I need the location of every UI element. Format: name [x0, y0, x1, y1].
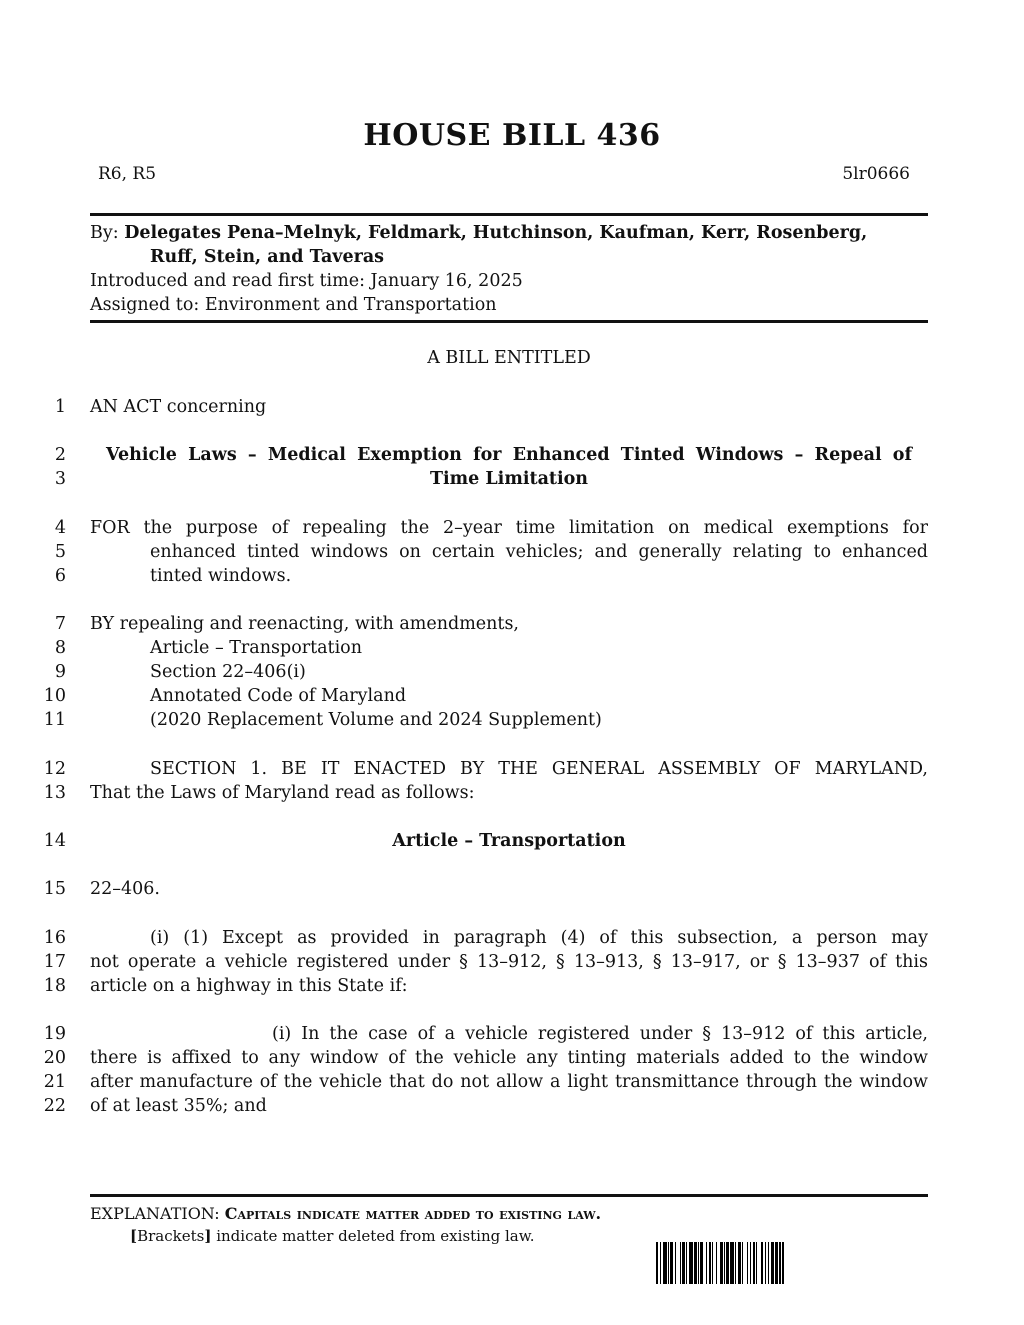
bill-subject-line-2: Time Limitation [429, 469, 589, 489]
bill-entitled: A BILL ENTITLED [427, 348, 591, 368]
act-concerning: AN ACT concerning [90, 397, 267, 417]
explanation-label: EXPLANATION: [90, 1204, 225, 1223]
barcode [656, 1242, 904, 1284]
line-number: 11 [43, 710, 66, 730]
assigned-line: Assigned to: Environment and Transportation [90, 295, 497, 315]
bill-title: HOUSE BILL 436 [363, 118, 661, 153]
introduced-line: Introduced and read first time: January 16, 2025 [90, 271, 523, 291]
purpose-line-2: enhanced tinted windows on certain vehicles; and generally relating to enhanced [150, 542, 928, 562]
item-i-line-4: of at least 35%; and [90, 1096, 267, 1116]
purpose-line-3: tinted windows. [150, 566, 292, 586]
by-repealing-line: BY repealing and reenacting, with amendments, [90, 614, 519, 634]
subsection-i-line-1: (i) (1) Except as provided in paragraph (4) of this subsection, a person may [150, 928, 928, 948]
line-number: 14 [43, 831, 66, 851]
line-number: 6 [54, 566, 66, 586]
line-number: 8 [54, 638, 66, 658]
purpose-line-1: FOR the purpose of repealing the 2–year time limitation on medical exemptions for [90, 518, 928, 538]
brackets-line [130, 1227, 535, 1245]
brackets-word: Brackets [137, 1227, 205, 1245]
explanation-line [90, 1204, 601, 1223]
header-top-rule [90, 213, 928, 216]
line-number: 16 [43, 928, 66, 948]
line-number: 15 [43, 879, 66, 899]
line-number: 21 [43, 1072, 66, 1092]
item-i-line-2: there is affixed to any window of the vehicle any tinting materials added to the window [90, 1048, 928, 1068]
line-number: 18 [43, 976, 66, 996]
line-number: 5 [54, 542, 66, 562]
bracket-close: ] [204, 1227, 212, 1245]
section-number: 22–406. [90, 879, 160, 899]
subsection-i-line-3: article on a highway in this State if: [90, 976, 408, 996]
item-i-line-3: after manufacture of the vehicle that do not allow a light transmittance through the window [90, 1072, 928, 1092]
bill-subject-line-1: Vehicle Laws – Medical Exemption for Enhanced Tinted Windows – Repeal of [106, 445, 912, 465]
capitals-note: Capitals indicate matter added to existing law. [224, 1204, 602, 1223]
line-number: 22 [43, 1096, 66, 1116]
line-number: 7 [54, 614, 66, 634]
article-heading: Article – Transportation [392, 831, 626, 851]
line-number: 4 [54, 518, 66, 538]
line-number: 3 [54, 469, 66, 489]
subject-codes: R6, R5 [98, 164, 157, 184]
bracket-open: [ [130, 1227, 138, 1245]
sponsors-line-1 [90, 223, 867, 243]
enacting-clause-line-1: SECTION 1. BE IT ENACTED BY THE GENERAL ASSEMBLY OF MARYLAND, [150, 759, 928, 779]
by-label: By: [90, 223, 125, 243]
footer-rule [90, 1194, 928, 1197]
line-number: 1 [54, 397, 66, 417]
subsection-i-line-2: not operate a vehicle registered under § 13–912, § 13–913, § 13–917, or § 13–937 of this [90, 952, 928, 972]
brackets-note: indicate matter deleted from existing law. [211, 1227, 535, 1245]
item-i-line-1: (i) In the case of a vehicle registered under § 13–912 of this article, [272, 1024, 928, 1044]
line-number: 9 [54, 662, 66, 682]
section-line: Section 22–406(i) [150, 662, 306, 682]
annotated-code-line: Annotated Code of Maryland [150, 686, 407, 706]
volume-line: (2020 Replacement Volume and 2024 Supplement) [150, 710, 602, 730]
sponsors-line-2: Ruff, Stein, and Taveras [150, 247, 385, 267]
line-number: 2 [54, 445, 66, 465]
enacting-clause-line-2: That the Laws of Maryland read as follows: [90, 783, 475, 803]
line-number: 13 [43, 783, 66, 803]
sponsors-names-1: Delegates Pena–Melnyk, Feldmark, Hutchinson, Kaufman, Kerr, Rosenberg, [124, 223, 868, 243]
header-bottom-rule [90, 320, 928, 323]
drafting-number: 5lr0666 [842, 164, 910, 184]
line-number: 17 [43, 952, 66, 972]
line-number: 20 [43, 1048, 66, 1068]
line-number: 12 [43, 759, 66, 779]
line-number: 19 [43, 1024, 66, 1044]
line-number: 10 [43, 686, 66, 706]
article-line: Article – Transportation [150, 638, 362, 658]
